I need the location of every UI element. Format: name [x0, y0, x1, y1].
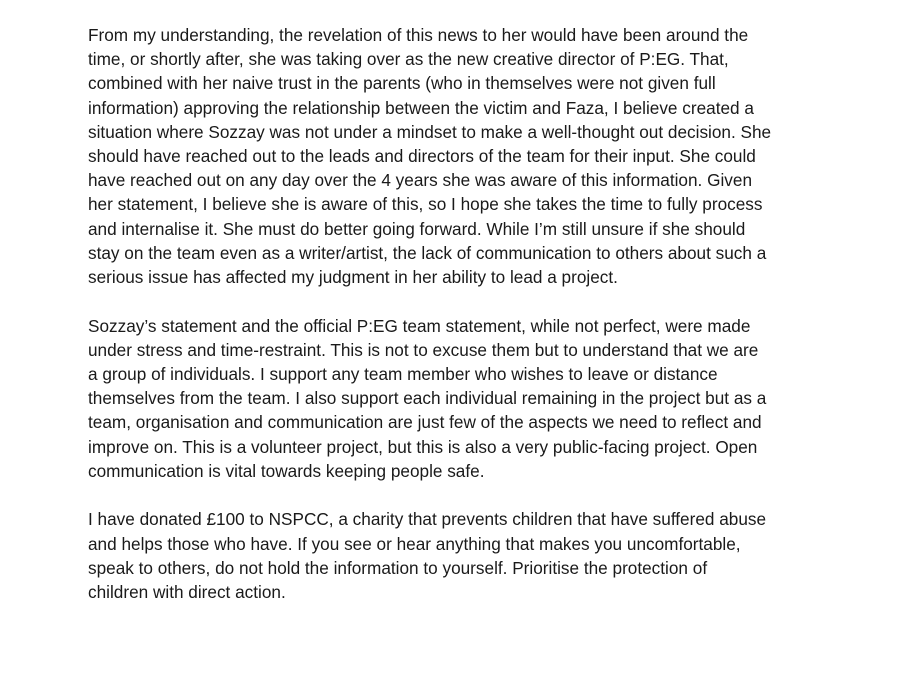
- document-body: [88, 23, 818, 629]
- text-line: serious issue has affected my judgment in her ability to lead a project.: [88, 267, 618, 288]
- text-line: stay on the team even as a writer/artist, the lack of communication to others about such a: [88, 242, 767, 263]
- text-line: should have reached out to the leads and directors of the team for their input. She could: [88, 146, 756, 167]
- text-line: themselves from the team. I also support each individual remaining in the project but as a: [88, 388, 767, 409]
- paragraph-3: [88, 507, 818, 604]
- text-line: have reached out on any day over the 4 years she was aware of this information. Given: [88, 170, 753, 191]
- text-line: time, or shortly after, she was taking over as the new creative director of P:EG. That,: [88, 49, 729, 70]
- text-line: From my understanding, the revelation of this news to her would have been around the: [88, 25, 749, 45]
- paragraph-2: [88, 314, 818, 483]
- text-line: information) approving the relationship between the victim and Faza, I believe created a: [88, 97, 754, 118]
- text-line: communication is vital towards keeping people safe.: [88, 460, 485, 481]
- text-line: children with direct action.: [88, 582, 286, 603]
- text-line: I have donated £100 to NSPCC, a charity that prevents children that have suffered abuse: [88, 509, 767, 530]
- text-line: speak to others, do not hold the information to yourself. Prioritise the protection of: [88, 557, 708, 578]
- text-line: a group of individuals. I support any team member who wishes to leave or distance: [88, 364, 718, 385]
- text-line: situation where Sozzay was not under a mindset to make a well-thought out decision. She: [88, 121, 772, 142]
- paragraph-1: [88, 23, 818, 289]
- text-line: her statement, I believe she is aware of this, so I hope she takes the time to fully process: [88, 194, 763, 215]
- text-line: Sozzay’s statement and the official P:EG team statement, while not perfect, were made: [88, 315, 751, 336]
- text-line: under stress and time-restraint. This is not to excuse them but to understand that we are: [88, 339, 759, 360]
- text-line: combined with her naive trust in the parents (who in themselves were not given full: [88, 73, 716, 94]
- text-line: and helps those who have. If you see or hear anything that makes you uncomfortable,: [88, 533, 741, 554]
- text-line: team, organisation and communication are just few of the aspects we need to reflect and: [88, 412, 762, 433]
- text-line: improve on. This is a volunteer project, but this is also a very public-facing project. Open: [88, 436, 758, 457]
- text-line: and internalise it. She must do better going forward. While I’m still unsure if she should: [88, 218, 746, 239]
